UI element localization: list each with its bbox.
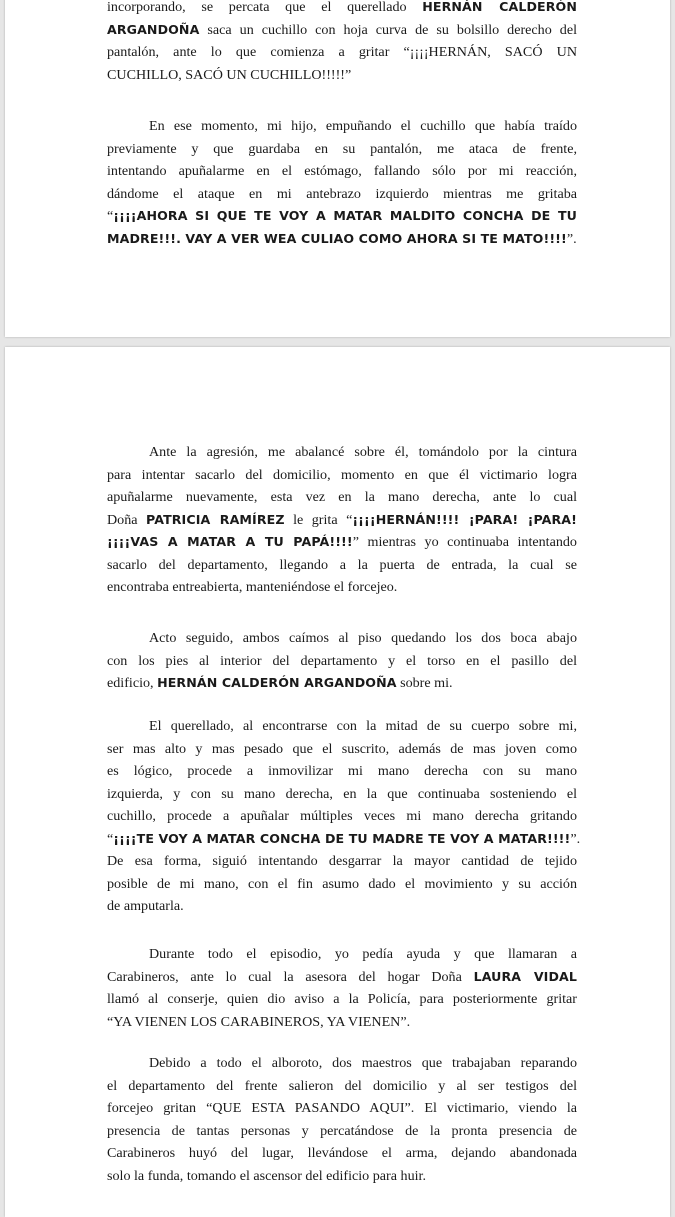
text-line: forcejeo gritan “QUE ESTA PASANDO AQUI”. El victimario, viendo la <box>107 1100 577 1116</box>
text-run: saca un cuchillo con hoja curva de su bolsillo derecho del <box>199 21 577 38</box>
text-line: Acto seguido, ambos caímos al piso quedando los dos boca abajo <box>149 630 577 646</box>
text-run: Carabineros, ante lo cual la asesora del hogar Doña <box>107 968 474 985</box>
text-line: CUCHILLO, SACÓ UN CUCHILLO!!!!!” <box>107 66 352 83</box>
text-run: ”. <box>566 230 577 247</box>
bold-quote: ¡¡¡¡VAS A MATAR A TU PAPÁ!!!! <box>107 534 353 549</box>
text-line: llamó al conserje, quien dio aviso a la Policía, para posteriormente gritar <box>107 991 577 1007</box>
text-line: pantalón, ante lo que comienza a gritar “¡¡¡¡HERNÁN, SACÓ UN <box>107 44 577 60</box>
paragraph-hijo-ataca <box>107 115 577 250</box>
paragraph-pedia-ayuda <box>107 943 577 1033</box>
text-line <box>107 228 577 251</box>
text-line <box>107 966 577 989</box>
text-line: Ante la agresión, me abalancé sobre él, tomándolo por la cintura <box>149 444 577 460</box>
text-line <box>107 0 577 19</box>
paragraph-querellado-saca-cuchillo <box>107 0 577 86</box>
paragraph-agresion <box>107 441 577 599</box>
text-run: le grita “ <box>284 511 353 528</box>
bold-quote: ¡¡¡¡TE VOY A MATAR CONCHA DE TU MADRE TE VOY A MATAR!!!! <box>113 830 571 846</box>
text-line: cuchillo, procede a apuñalar múltiples veces mi mano derecha gritando <box>107 808 577 824</box>
text-line: “YA VIENEN LOS CARABINEROS, YA VIENEN”. <box>107 1013 411 1030</box>
text-line <box>107 531 577 554</box>
text-line: para intentar sacarlo del domicilio, momento en que él victimario logra <box>107 466 577 483</box>
text-line: previamente y que guardaba en su pantalón, me ataca de frente, <box>107 140 577 157</box>
text-line: el departamento del frente salieron del domicilio y al ser testigos del <box>107 1077 577 1094</box>
text-run: sobre mi. <box>396 675 453 691</box>
text-line: dándome el ataque en mi antebrazo izquierdo mientras me gritaba <box>107 185 577 202</box>
text-line <box>107 672 577 695</box>
text-line: de amputarla. <box>107 898 184 914</box>
text-line: es lógico, procede a inmovilizar mi mano derecha con su mano <box>107 763 577 779</box>
text-line: con los pies al interior del departamento y el torso en el pasillo del <box>107 652 577 669</box>
bold-name: PATRICIA RAMÍREZ <box>146 511 285 527</box>
bold-quote: ¡¡¡¡AHORA SI QUE TE VOY A MATAR MALDITO CONCHA DE TU <box>113 208 577 223</box>
bold-name: ARGANDOÑA <box>107 21 200 37</box>
text-line: Durante todo el episodio, yo pedía ayuda y que llamaran a <box>149 946 577 962</box>
text-line: apuñalarme nuevamente, esta vez en la mano derecha, ante lo cual <box>107 489 577 505</box>
text-run: incorporando, se percata que el querellado <box>107 0 423 15</box>
text-line: ser mas alto y mas pesado que el suscrito, además de mas joven como <box>107 740 577 757</box>
text-line <box>107 828 581 851</box>
text-run: ”. <box>570 830 581 847</box>
text-line: izquierda, y con su mano derecha, en la que continuaba sosteniendo el <box>107 785 577 802</box>
document-page-1 <box>5 0 670 337</box>
text-line: De esa forma, siguió intentando desgarrar la mayor cantidad de tejido <box>107 853 577 869</box>
text-run: Doña <box>107 511 147 528</box>
quote-mark: “ <box>107 830 114 847</box>
text-line: intentando apuñalarme en el estómago, fallando sólo por mi reacción, <box>107 163 577 179</box>
text-run: edificio, <box>107 675 158 691</box>
text-line <box>107 509 577 532</box>
text-line: El querellado, al encontrarse con la mitad de su cuerpo sobre mi, <box>149 718 577 734</box>
quote-mark: “ <box>107 208 114 224</box>
text-line: Carabineros huyó del lugar, llevándose el arma, dejando abandonada <box>107 1145 577 1161</box>
bold-quote: ¡¡¡¡HERNÁN!!!! ¡PARA! ¡PARA! <box>352 511 577 527</box>
paragraph-alboroto <box>107 1052 577 1187</box>
bold-name: HERNÁN CALDERÓN <box>422 0 577 14</box>
text-line: posible de mi mano, con el fin asumo dado el movimiento y su acción <box>107 875 577 892</box>
paragraph-inmoviliza-mano <box>107 715 581 918</box>
text-line: En ese momento, mi hijo, empuñando el cuchillo que había traído <box>149 118 577 134</box>
text-line: Debido a todo el alboroto, dos maestros que trabajaban reparando <box>149 1055 577 1071</box>
document-page-2 <box>5 347 670 1217</box>
text-run: ” mientras yo continuaba intentando <box>352 534 577 550</box>
bold-name: LAURA VIDAL <box>473 968 577 984</box>
paragraph-caida-al-piso <box>107 627 577 695</box>
bold-name: HERNÁN CALDERÓN ARGANDOÑA <box>157 675 397 690</box>
text-line: solo la funda, tomando el ascensor del edificio para huir. <box>107 1167 426 1184</box>
text-line <box>107 19 577 42</box>
bold-quote: MADRE!!!. VAY A VER WEA CULIAO COMO AHORA SI TE MATO!!!! <box>107 230 567 246</box>
text-line <box>107 205 577 228</box>
text-line: sacarlo del departamento, llegando a la puerta de entrada, la cual se <box>107 556 577 573</box>
text-line: encontraba entreabierta, manteniéndose el forcejeo. <box>107 579 398 595</box>
text-line: presencia de tantas personas y percatándose de la pronta presencia de <box>107 1122 577 1139</box>
